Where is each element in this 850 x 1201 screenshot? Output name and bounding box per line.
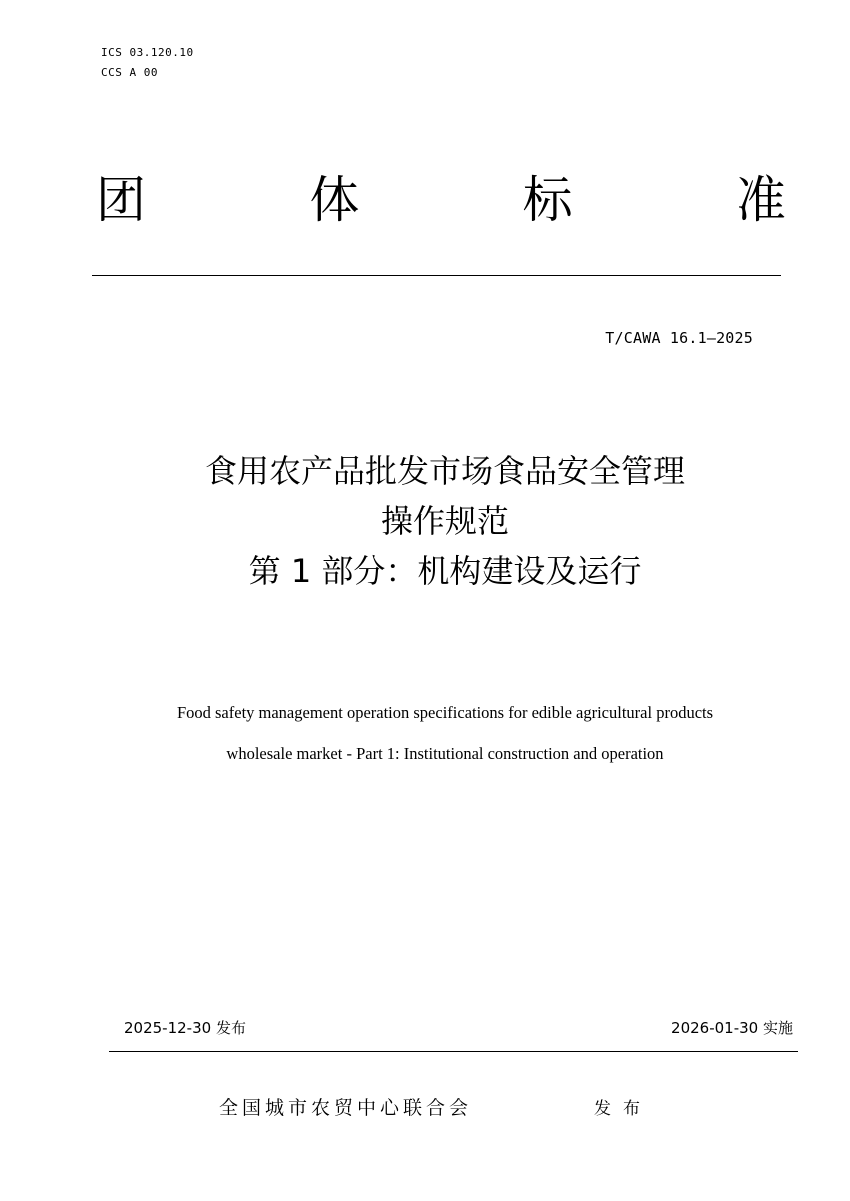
classification-codes (101, 43, 194, 83)
issue-date: 2025-12-30 发布 (124, 1019, 246, 1037)
chinese-title-line-2: 操作规范 (380, 502, 509, 540)
standard-type-char-3: 标 (522, 171, 573, 229)
ics-code: ICS 03.120.10 (101, 46, 194, 59)
ccs-code: CCS A 00 (101, 66, 158, 79)
standard-type-char-4: 准 (735, 171, 786, 229)
chinese-title-line-1: 食用农产品批发市场食品安全管理 (204, 452, 685, 490)
english-title-line-1: Food safety management operation specifications for edible agricultural products (176, 703, 714, 722)
english-title (0, 692, 850, 774)
chinese-title (0, 446, 850, 596)
english-title-line-2: wholesale market - Part 1: Institutional construction and operation (226, 744, 664, 763)
standard-number: T/CAWA 16.1—2025 (605, 329, 753, 347)
chinese-title-line-3: 第 1 部分：机构建设及运行 (248, 552, 642, 590)
publisher-name: 全国城市农贸中心联合会 (219, 1097, 473, 1119)
top-divider (92, 275, 781, 276)
standard-type-heading (96, 165, 786, 235)
publish-label: 发布 (594, 1099, 652, 1119)
bottom-divider (109, 1051, 798, 1052)
standard-type-char-1: 团 (96, 171, 146, 229)
standard-type-char-2: 体 (309, 171, 360, 229)
implementation-date: 2026-01-30 实施 (671, 1019, 793, 1037)
